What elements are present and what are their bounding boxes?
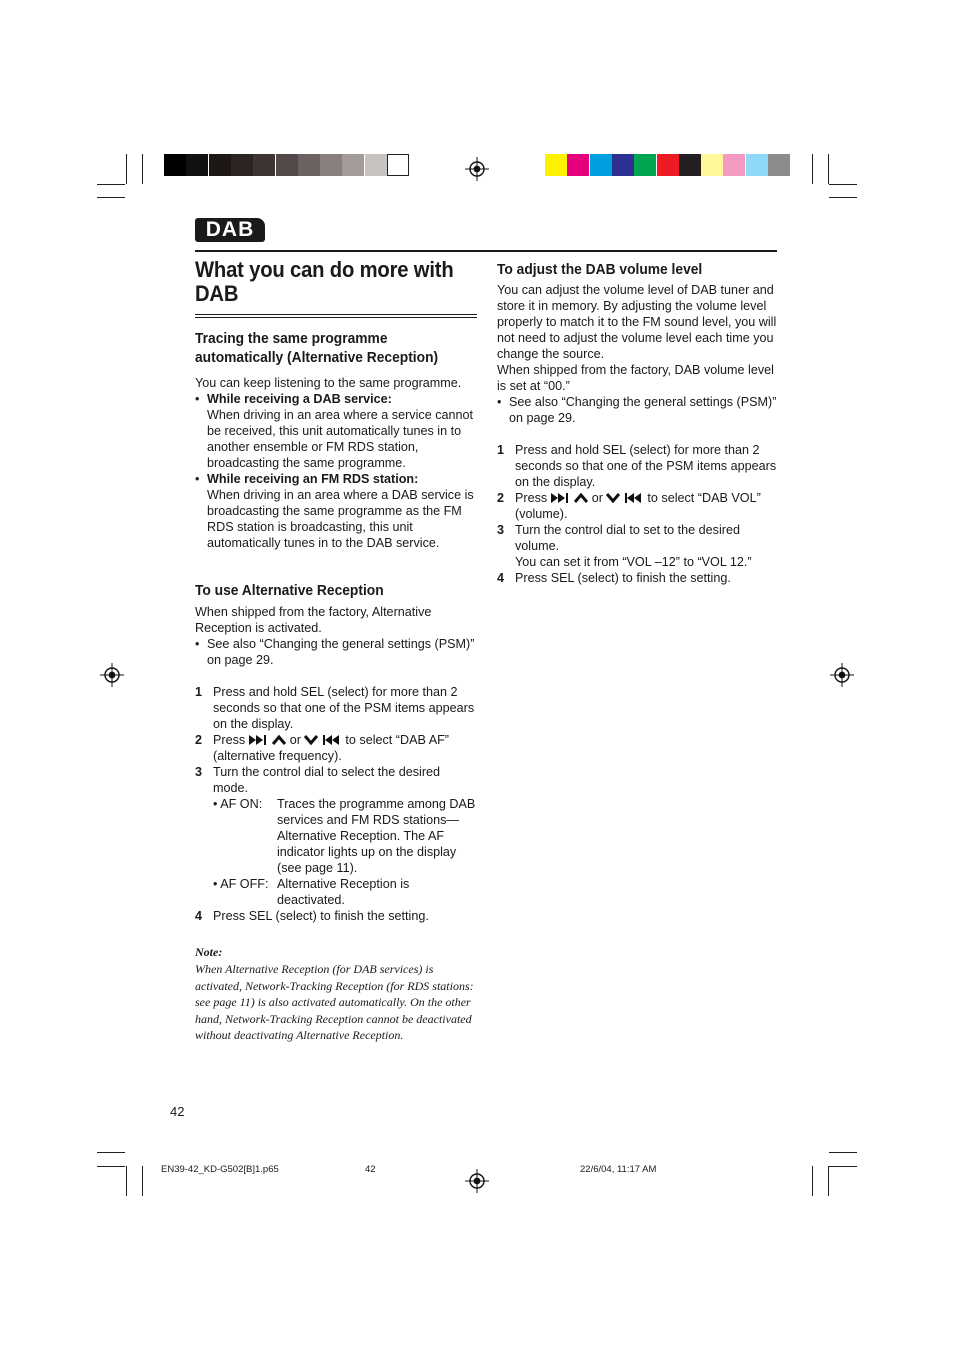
step-3 <box>195 764 477 908</box>
skip-back-icon <box>322 735 342 745</box>
vol-step-4 <box>497 570 777 586</box>
page-number: 42 <box>170 1104 185 1119</box>
section1-intro: You can keep listening to the same programme. <box>195 376 462 390</box>
color-swatch <box>209 154 231 176</box>
step-number: 1 <box>195 685 203 699</box>
skip-forward-icon <box>249 735 269 745</box>
note-title: Note: <box>195 945 223 959</box>
step-4 <box>195 908 477 924</box>
color-swatch <box>298 154 320 176</box>
step-text: Press SEL (select) to finish the setting. <box>515 571 731 585</box>
color-swatch <box>768 154 790 176</box>
bullet1-text: When driving in an area where a service cannot be received, this unit automatically tunes in to another ensemble or FM RDS station, broadcasting the same programme. <box>207 408 474 470</box>
vol-step-3 <box>497 522 777 570</box>
af-on-text: Traces the programme among DAB services and FM RDS stations—Alternative Reception. The AF indicator lights up on the display (see page 11). <box>277 797 476 875</box>
bullet-fm-rds <box>195 471 477 551</box>
section2-heading: To use Alternative Reception <box>195 582 384 599</box>
footer-page: 42 <box>365 1164 376 1175</box>
skip-forward-icon <box>551 493 571 503</box>
color-swatch <box>590 154 612 176</box>
volume-see-also: • See also “Changing the general settings (PSM)” on page 29. <box>497 394 777 426</box>
color-swatch <box>723 154 745 176</box>
color-swatch <box>186 154 208 176</box>
page-title: What you can do more with DAB <box>195 257 454 306</box>
step-number: 4 <box>497 571 505 585</box>
color-swatch <box>657 154 679 176</box>
step-number: 3 <box>497 523 505 537</box>
step-text: Press and hold SEL (select) for more than 2 seconds so that one of the PSM items appears on the display. <box>213 685 475 731</box>
vol-step-1 <box>497 442 777 490</box>
chevron-down-icon <box>606 493 620 503</box>
color-swatch <box>746 154 768 176</box>
color-swatch <box>276 154 298 176</box>
step-number: 2 <box>195 733 203 747</box>
color-swatch <box>634 154 656 176</box>
af-on-row <box>213 796 477 876</box>
step-number: 2 <box>497 491 505 505</box>
bullet-dab-service <box>195 391 477 471</box>
dab-logo-text: DAB <box>205 218 255 241</box>
footer-file: EN39-42_KD-G502[B]1.p65 <box>161 1164 279 1175</box>
color-swatch <box>612 154 634 176</box>
step-extra-text: You can set it from “VOL –12” to “VOL 12.” <box>515 555 752 569</box>
step-text: Turn the control dial to set to the desired volume. <box>515 523 740 553</box>
af-off-row <box>213 876 477 908</box>
bullet2-title: While receiving an FM RDS station: <box>207 472 419 486</box>
color-swatch <box>164 154 186 176</box>
right-column <box>497 260 777 586</box>
top-rule <box>195 250 777 252</box>
section2-intro: When shipped from the factory, Alternative Reception is activated. <box>195 605 432 635</box>
color-swatch <box>231 154 253 176</box>
chevron-up-icon <box>272 735 286 745</box>
note-text: When Alternative Reception (for DAB services) is activated, Network-Tracking Reception (for RDS stations: see page 11) is also activated automatically. On the other hand, Network-Tracking Reception cannot be deactivated without deactivating Alternative Reception. <box>195 962 474 1042</box>
section2-see-also: • See also “Changing the general settings (PSM)” on page 29. <box>195 636 477 668</box>
af-off-text: Alternative Reception is deactivated. <box>277 877 410 907</box>
color-swatch <box>365 154 387 176</box>
af-on-label: • AF ON: <box>213 797 263 811</box>
step-number: 3 <box>195 765 203 779</box>
step-number: 1 <box>497 443 505 457</box>
registration-mark-top-icon <box>465 157 489 181</box>
color-swatch <box>701 154 723 176</box>
color-swatch <box>320 154 342 176</box>
chevron-up-icon <box>574 493 588 503</box>
bullet2-text: When driving in an area where a DAB service is broadcasting the same programme as the FM RDS station is broadcasting, this unit automatically tunes in to the DAB service. <box>207 488 474 550</box>
dab-logo <box>195 218 265 242</box>
footer-date: 22/6/04, 11:17 AM <box>580 1164 657 1175</box>
step-number: 4 <box>195 909 203 923</box>
volume-factory-setting: When shipped from the factory, DAB volume level is set at “00.” <box>497 363 774 393</box>
section1-heading: Tracing the same programme automatically (Alternative Reception) <box>195 330 439 366</box>
step-text: Press and hold SEL (select) for more than 2 seconds so that one of the PSM items appears on the display. <box>515 443 777 489</box>
vol-step-2: 2 Press or to select “DAB VOL” (volume). <box>497 491 761 521</box>
color-swatch <box>387 154 409 176</box>
volume-intro: You can adjust the volume level of DAB tuner and store it in memory. By adjusting the volume level properly to match it to the FM sound level, you will not need to adjust the volume level each time you change the source. <box>497 283 777 361</box>
registration-mark-right-icon <box>830 663 854 687</box>
title-double-rule <box>195 314 477 318</box>
color-swatch <box>253 154 275 176</box>
registration-mark-left-icon <box>100 663 124 687</box>
color-swatch <box>545 154 567 176</box>
volume-heading: To adjust the DAB volume level <box>497 261 703 278</box>
step-1 <box>195 684 477 732</box>
color-swatch <box>679 154 701 176</box>
left-column <box>195 258 477 1044</box>
af-off-label: • AF OFF: <box>213 877 269 891</box>
chevron-down-icon <box>304 735 318 745</box>
step-text: Press SEL (select) to finish the setting. <box>213 909 429 923</box>
skip-back-icon <box>624 493 644 503</box>
bullet1-title: While receiving a DAB service: <box>207 392 392 406</box>
registration-mark-bottom-icon <box>465 1169 489 1193</box>
color-swatch <box>567 154 589 176</box>
step-text: Turn the control dial to select the desired mode. <box>213 765 441 795</box>
step-2: 2 Press or to select “DAB AF” (alternative frequency). <box>195 733 449 763</box>
color-swatch <box>342 154 364 176</box>
